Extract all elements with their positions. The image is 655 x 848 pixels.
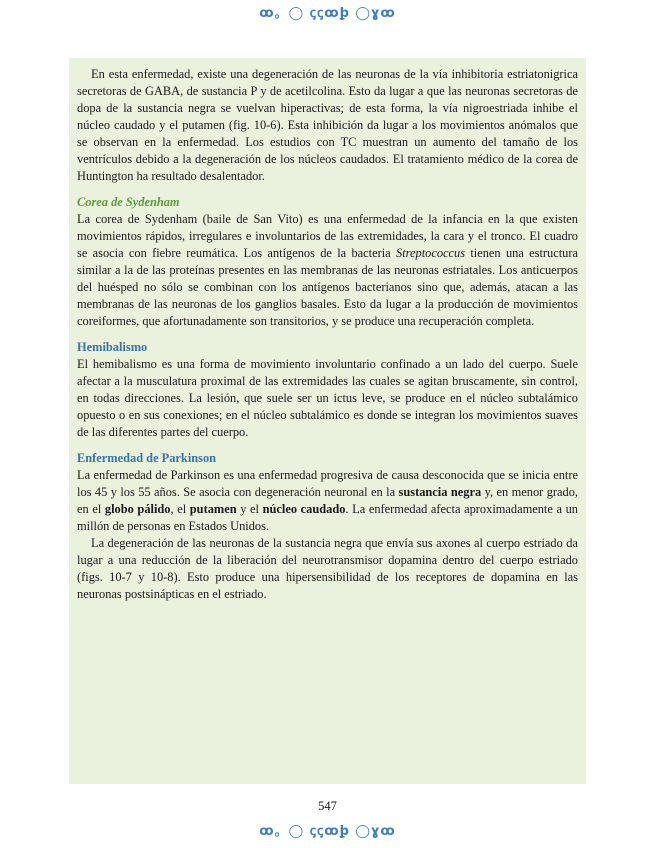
page-content — [69, 58, 586, 784]
parkinson-paragraph-2: La degeneración de las neuronas de la sustancia negra que envía sus axones al cuerpo estriado da lugar a una reducción de la liberación del neurotransmisor dopamina dentro del cuerpo estriado (figs. 10-7 y 10-8). Esto produce una hipersensibilidad de los receptores de dopamina en las neuronas postsinápticas en el estriado. — [77, 536, 578, 601]
footer-watermark: ꝏ。◯ ꞔꞔꝏꝧ ◯ɣꝏ — [259, 824, 396, 839]
parkinson-text-e: . La enfermedad afecta aproximadamente a un millón de personas en Estados Unidos. — [77, 502, 578, 533]
header-watermark: ꝏ。◯ ꞔꞔꝏꝧ ◯ɣꝏ — [259, 6, 396, 21]
parkinson-bold-nucleo-caudado: núcleo caudado — [262, 502, 346, 516]
section-heading-parkinson: Enfermedad de Parkinson — [77, 451, 217, 465]
section-heading-sydenham: Corea de Sydenham — [77, 195, 180, 209]
parkinson-text-a: La enfermedad de Parkinson es una enfermedad progresiva de causa desconocida que se inicia entre los 45 y los 55 años. Se asocia con degeneración neuronal en la — [77, 468, 578, 499]
intro-paragraph: En esta enfermedad, existe una degeneración de las neuronas de la vía inhibitoria estriatonigrica secretoras de GABA, de sustancia P y de acetilcolina. Esto da lugar a que las neuronas secretoras de dopa de la sustancia negra se vuelvan hiperactivas; de esta forma, la vía nigroestriada inhibe el núcleo caudado y el putamen (fig. 10-6). Esta inhibición da lugar a los movimientos anómalos que se observan en la enfermedad. Los estudios con TC muestran un aumento del tamaño de los ventrículos debido a la degeneración de los núcleos caudados. El tratamiento médico de la corea de Huntington ha resultado desalentador. — [77, 67, 578, 183]
sydenham-text-2: tienen una estructura similar a la de las proteínas presentes en las membranas de las neuronas estriatales. Los anticuerpos del huésped no sólo se combinan con los antígenos bacterianos sino que, además, atacan a las membranas de las neuronas de los ganglios basales. Esto da lugar a la producción de movimientos coreiformes, que afortunadamente son transitorios, y se produce una recuperación completa. — [77, 246, 578, 328]
parkinson-text-d: y el — [236, 502, 263, 516]
parkinson-bold-putamen: putamen — [189, 502, 237, 516]
parkinson-bold-globo-palido: globo pálido — [104, 502, 171, 516]
parkinson-paragraph-1 — [77, 467, 578, 535]
section-heading-hemibalismo: Hemibalismo — [77, 340, 148, 354]
sydenham-italic-bacteria: Streptococcus — [396, 246, 466, 260]
sydenham-text-1: La corea de Sydenham (baile de San Vito) es una enfermedad de la infancia en la que existen movimientos rápidos, irregulares e involuntarios de las extremidades, la cara y el tronco. El cuadro se asocia con fiebre reumática. Los antígenos de la bacteria — [77, 212, 578, 260]
hemibalismo-paragraph: El hemibalismo es una forma de movimiento involuntario confinado a un lado del cuerpo. Suele afectar a la musculatura proximal de las extremidades las cuales se agitan bruscamente, sin control, en todas direcciones. La lesión, que suele ser un ictus leve, se produce en el núcleo subtalámico opuesto o en sus conexiones; en el núcleo subtalámico es donde se integran los movimientos suaves de las diferentes partes del cuerpo. — [77, 357, 578, 439]
parkinson-bold-sustancia-negra: sustancia negra — [398, 485, 482, 499]
parkinson-text-b: y, en menor grado, en el — [77, 485, 578, 516]
parkinson-text-c: , el — [170, 502, 190, 516]
sydenham-paragraph — [77, 211, 578, 330]
page-number: 547 — [318, 799, 337, 813]
